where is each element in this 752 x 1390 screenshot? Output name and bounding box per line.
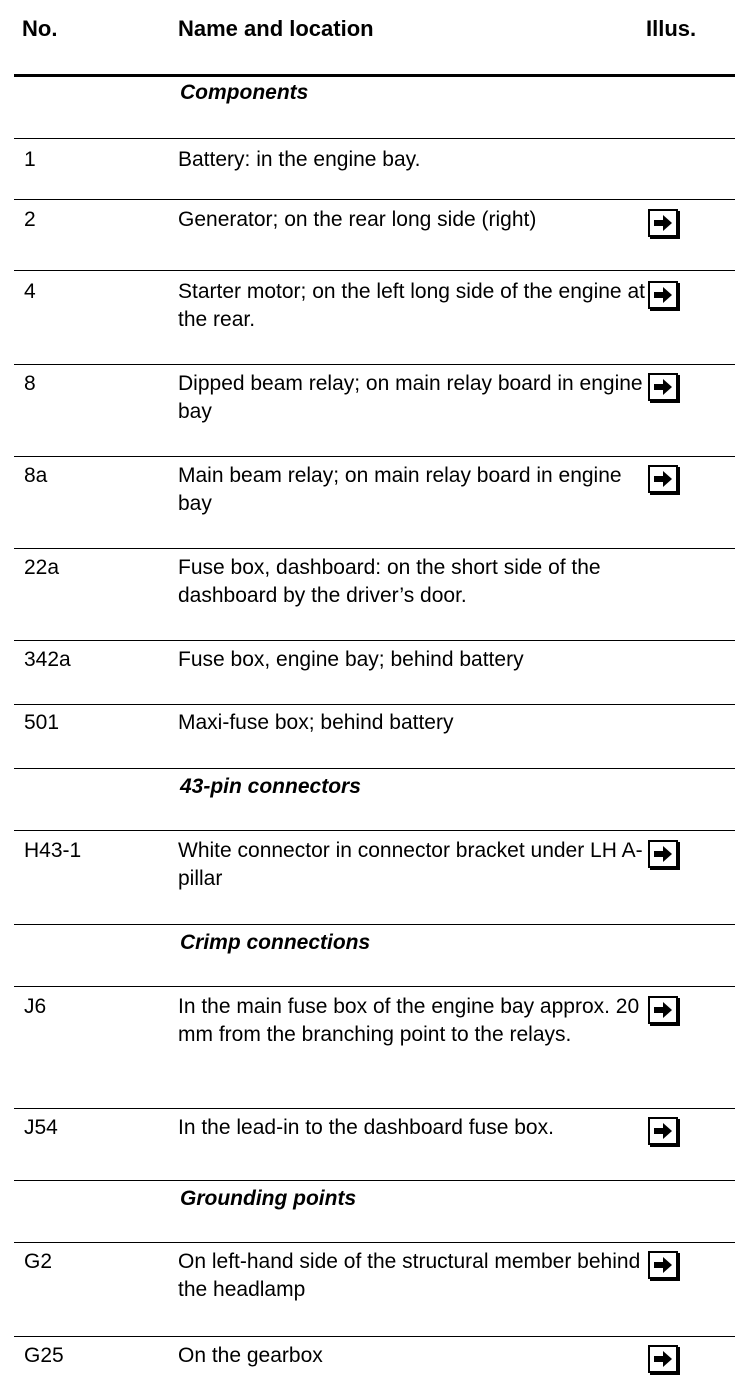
row-rule (14, 1108, 735, 1109)
row-rule (14, 768, 735, 769)
row-rule (14, 548, 735, 549)
row-desc: Generator; on the rear long side (right) (178, 208, 537, 231)
table-header (0, 16, 752, 52)
row-desc: White connector in connector bracket under LH A-pillar (178, 839, 643, 890)
row-rule (14, 270, 735, 271)
row-rule (14, 364, 735, 365)
illustration-link-icon[interactable] (648, 1345, 678, 1373)
header-rule (14, 74, 735, 77)
section-title: Components (180, 81, 309, 104)
row-desc: Maxi-fuse box; behind battery (178, 711, 454, 734)
row-rule (14, 986, 735, 987)
row-rule (14, 456, 735, 457)
row-no: J6 (24, 995, 47, 1018)
row-no: J54 (24, 1116, 58, 1139)
row-no: 4 (24, 280, 36, 303)
row-desc: On left-hand side of the structural member behind the headlamp (178, 1250, 641, 1301)
row-no: G2 (24, 1250, 53, 1273)
row-no: 8 (24, 372, 36, 395)
row-rule (14, 704, 735, 705)
header-illus: Illus. (646, 16, 697, 41)
section-title: Crimp connections (180, 931, 371, 954)
row-desc: On the gearbox (178, 1344, 323, 1367)
row-rule (14, 199, 735, 200)
row-rule (14, 138, 735, 139)
row-rule (14, 1336, 735, 1337)
row-desc: Dipped beam relay; on main relay board in engine bay (178, 372, 643, 423)
row-no: G25 (24, 1344, 64, 1367)
row-no: 342a (24, 648, 71, 671)
row-desc: Fuse box, engine bay; behind battery (178, 648, 524, 671)
row-rule (14, 830, 735, 831)
row-desc: Starter motor; on the left long side of the engine at the rear. (178, 280, 645, 331)
row-desc: Fuse box, dashboard: on the short side of the dashboard by the driver’s door. (178, 556, 601, 607)
header-no: No. (22, 16, 58, 41)
row-rule (14, 924, 735, 925)
row-no: H43-1 (24, 839, 82, 862)
illustration-link-icon[interactable] (648, 1251, 678, 1279)
header-name-location: Name and location (178, 16, 374, 41)
illustration-link-icon[interactable] (648, 1117, 678, 1145)
row-desc: Battery: in the engine bay. (178, 148, 421, 171)
row-desc: Main beam relay; on main relay board in engine bay (178, 464, 622, 515)
illustration-link-icon[interactable] (648, 281, 678, 309)
row-no: 501 (24, 711, 60, 734)
row-desc: In the main fuse box of the engine bay approx. 20 mm from the branching point to the relays. (178, 995, 640, 1046)
illustration-link-icon[interactable] (648, 465, 678, 493)
row-desc: In the lead-in to the dashboard fuse box. (178, 1116, 554, 1139)
illustration-link-icon[interactable] (648, 840, 678, 868)
row-rule (14, 1242, 735, 1243)
illustration-link-icon[interactable] (648, 209, 678, 237)
row-no: 8a (24, 464, 48, 487)
illustration-link-icon[interactable] (648, 996, 678, 1024)
row-no: 2 (24, 208, 36, 231)
illustration-link-icon[interactable] (648, 373, 678, 401)
section-title: Grounding points (180, 1187, 357, 1210)
row-rule (14, 1180, 735, 1181)
row-no: 1 (24, 148, 36, 171)
section-title: 43-pin connectors (180, 775, 361, 798)
row-no: 22a (24, 556, 60, 579)
row-rule (14, 640, 735, 641)
